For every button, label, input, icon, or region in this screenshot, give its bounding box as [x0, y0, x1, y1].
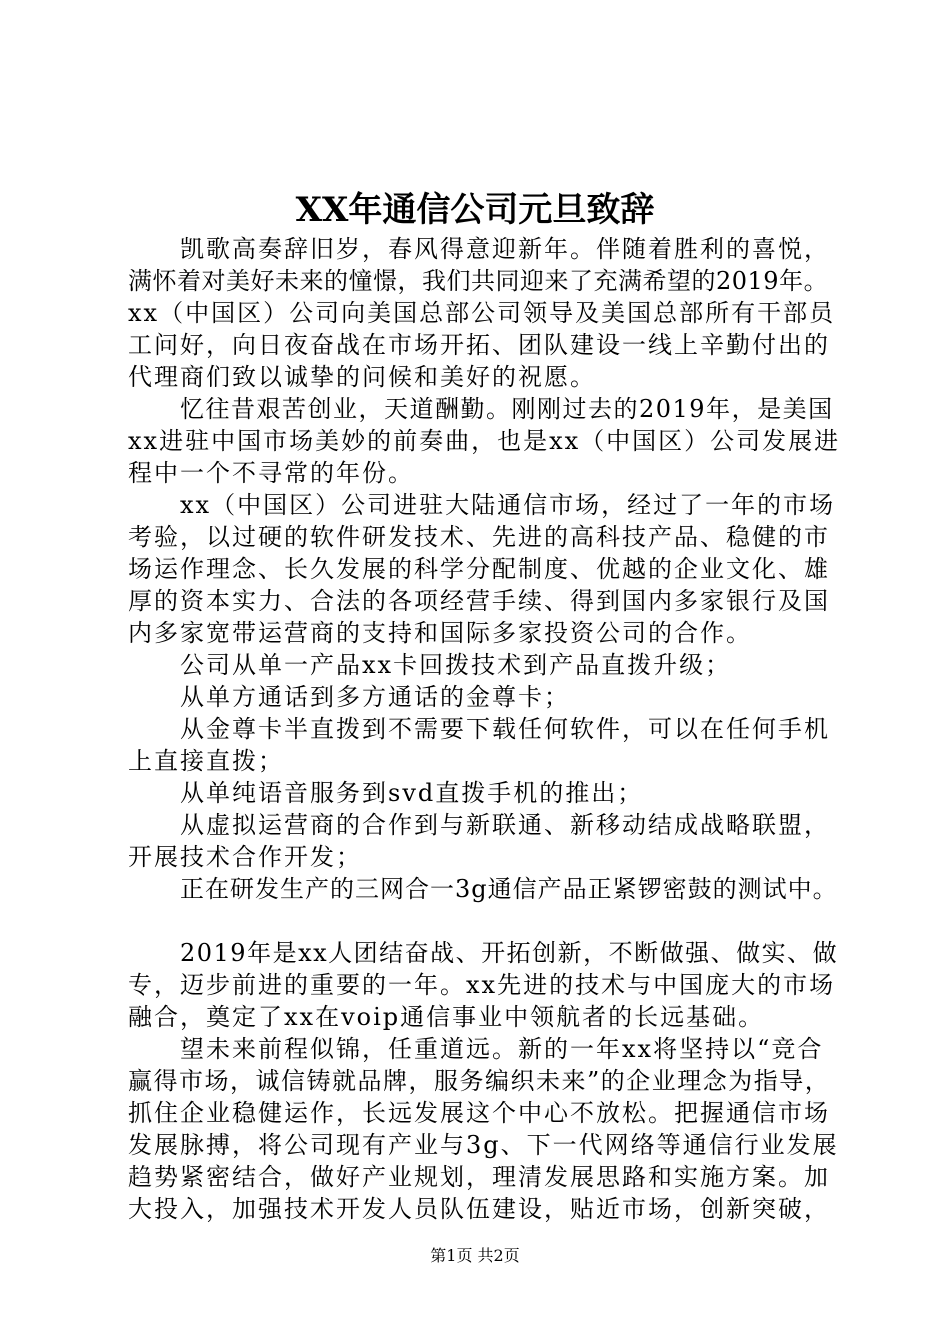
text-line: 趋势紧密结合，做好产业规划，理清发展思路和实施方案。加: [128, 1163, 830, 1191]
text-line: 从单方通话到多方通话的金尊卡；: [180, 683, 570, 711]
text-line: xx进驻中国市场美妙的前奏曲，也是xx（中国区）公司发展进: [128, 427, 841, 455]
text-line: 从单纯语音服务到svd直拨手机的推出；: [180, 779, 644, 807]
document-body: [128, 233, 840, 1225]
text-line: 融合，奠定了xx在voip通信事业中领航者的长远基础。: [128, 1003, 765, 1031]
text-line: 上直接直拨；: [128, 747, 284, 775]
paragraph: [128, 1033, 840, 1225]
paragraph: [128, 489, 840, 649]
text-line: 考验，以过硬的软件研发技术、先进的高科技产品、稳健的市: [128, 523, 830, 551]
text-line: 2019年是xx人团结奋战、开拓创新，不断做强、做实、做: [180, 939, 839, 967]
text-line: 从金尊卡半直拨到不需要下载任何软件，可以在任何手机: [180, 715, 830, 743]
paragraph: [128, 713, 840, 777]
text-line: 工问好，向日夜奋战在市场开拓、团队建设一线上辛勤付出的: [128, 331, 830, 359]
paragraph: [128, 393, 840, 489]
text-line: 从虚拟运营商的合作到与新联通、新移动结成战略联盟，: [180, 811, 830, 839]
paragraph: [128, 873, 840, 905]
text-line: 大投入，加强技术开发人员队伍建设，贴近市场，创新突破，: [128, 1195, 830, 1223]
paragraph: [128, 937, 840, 1033]
text-line: 满怀着对美好未来的憧憬，我们共同迎来了充满希望的2019年。: [128, 267, 829, 295]
text-line: 开展技术合作开发；: [128, 843, 362, 871]
document-title: XX年通信公司元旦致辞: [295, 190, 655, 230]
text-line: 场运作理念、长久发展的科学分配制度、优越的企业文化、雄: [128, 555, 830, 583]
text-line: 忆往昔艰苦创业，天道酬勤。刚刚过去的2019年，是美国: [180, 395, 834, 423]
paragraph: [128, 649, 840, 681]
text-line: 内多家宽带运营商的支持和国际多家投资公司的合作。: [128, 619, 752, 647]
text-line: 赢得市场，诚信铸就品牌，服务编织未来”的企业理念为指导，: [128, 1067, 831, 1095]
paragraph: [128, 233, 840, 393]
text-line: 凯歌高奏辞旧岁，春风得意迎新年。伴随着胜利的喜悦，: [180, 235, 830, 263]
text-line: 公司从单一产品xx卡回拨技术到产品直拨升级；: [180, 651, 732, 679]
text-line: 抓住企业稳健运作，长远发展这个中心不放松。把握通信市场: [128, 1099, 830, 1127]
text-line: 厚的资本实力、合法的各项经营手续、得到国内多家银行及国: [128, 587, 830, 615]
paragraph: [128, 777, 840, 809]
paragraph: [128, 681, 840, 713]
text-line: 代理商们致以诚挚的问候和美好的祝愿。: [128, 363, 596, 391]
text-line: 正在研发生产的三网合一3g通信产品正紧锣密鼓的测试中。: [180, 875, 838, 903]
blank-line: [128, 905, 840, 937]
page-footer: 第1页 共2页: [430, 1246, 520, 1265]
paragraph: [128, 809, 840, 873]
text-line: 望未来前程似锦，任重道远。新的一年xx将坚持以“竞合: [180, 1035, 824, 1063]
text-line: 发展脉搏，将公司现有产业与3g、下一代网络等通信行业发展: [128, 1131, 839, 1159]
text-line: xx（中国区）公司向美国总部公司领导及美国总部所有干部员: [128, 299, 836, 327]
text-line: 专，迈步前进的重要的一年。xx先进的技术与中国庞大的市场: [128, 971, 836, 999]
text-line: xx（中国区）公司进驻大陆通信市场，经过了一年的市场: [180, 491, 836, 519]
text-line: 程中一个不寻常的年份。: [128, 459, 414, 487]
